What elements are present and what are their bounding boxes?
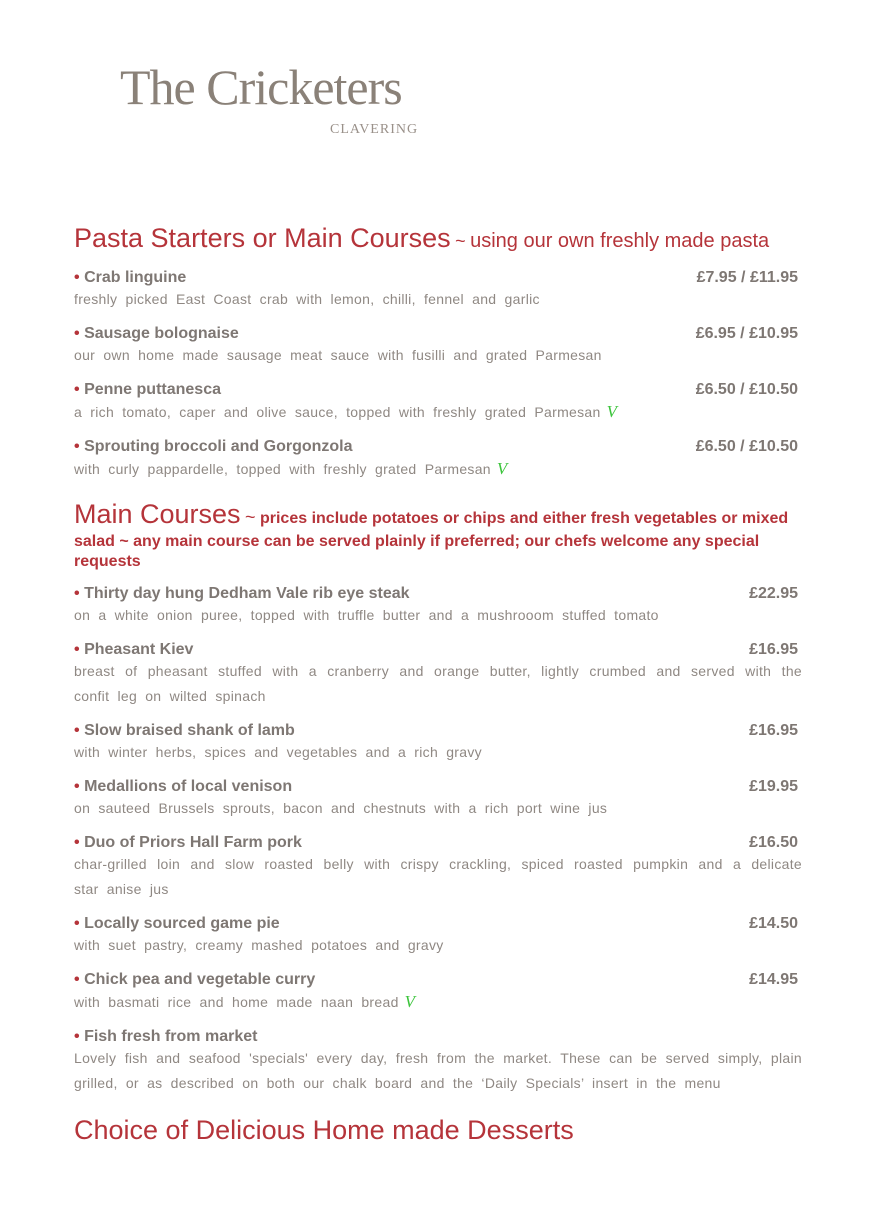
menu-item <box>74 641 802 709</box>
menu-item <box>74 585 802 628</box>
item-price: £16.50 <box>749 833 798 851</box>
item-name: Crab linguine <box>84 268 187 286</box>
item-price: £7.95 / £11.95 <box>696 268 798 286</box>
item-name: Penne puttanesca <box>84 380 221 398</box>
item-name: Medallions of local venison <box>84 777 293 795</box>
mains-heading-title: Main Courses <box>74 498 241 529</box>
pasta-heading-subtitle: using our own freshly made pasta <box>470 230 770 252</box>
item-price: £14.50 <box>749 914 798 932</box>
item-name: Thirty day hung Dedham Vale rib eye steak <box>84 584 410 602</box>
bullet-icon: • <box>74 721 80 739</box>
bullet-icon: • <box>74 437 80 455</box>
pasta-section-heading <box>74 222 802 256</box>
menu-item <box>74 381 802 425</box>
item-description: on sauteed Brussels sprouts, bacon and chestnuts with a rich port wine jus <box>74 799 608 816</box>
item-description: with winter herbs, spices and vegetables and a rich gravy <box>74 743 482 760</box>
item-price: £19.95 <box>749 777 798 795</box>
logo <box>120 59 419 137</box>
item-description: with basmati rice and home made naan bread <box>74 993 399 1010</box>
bullet-icon: • <box>74 584 80 602</box>
mains-heading-tilde: ~ <box>245 506 256 527</box>
item-name: Fish fresh from market <box>84 1027 258 1045</box>
item-price: £16.95 <box>749 640 798 658</box>
item-price: £6.95 / £10.95 <box>695 324 798 342</box>
bullet-icon: • <box>74 833 80 851</box>
logo-subtitle: CLAVERING <box>330 122 419 137</box>
item-name: Duo of Priors Hall Farm pork <box>84 833 302 851</box>
item-description: on a white onion puree, topped with truffle butter and a mushrooom stuffed tomato <box>74 606 659 623</box>
logo-title: The Cricketers <box>120 59 402 115</box>
pasta-heading-title: Pasta Starters or Main Courses <box>74 223 451 253</box>
menu-item <box>74 438 802 482</box>
bullet-icon: • <box>74 1027 80 1045</box>
menu-item <box>74 325 802 368</box>
menu-item <box>74 778 802 821</box>
desserts-section-heading <box>74 1114 802 1148</box>
desserts-heading-title: Choice of Delicious Home made Desserts <box>74 1114 574 1145</box>
item-price: £16.95 <box>749 721 798 739</box>
mains-heading-note: prices include potatoes or chips and either fresh vegetables or mixed salad ~ any main course can be served plainly if preferred; our chefs welcome any special requests <box>74 509 789 570</box>
item-price: £6.50 / £10.50 <box>695 437 798 455</box>
item-description: our own home made sausage meat sauce with fusilli and grated Parmesan <box>74 346 602 363</box>
item-price: £22.95 <box>749 584 798 602</box>
item-name: Chick pea and vegetable curry <box>84 970 316 988</box>
item-name: Pheasant Kiev <box>84 640 194 658</box>
item-price: £6.50 / £10.50 <box>695 380 798 398</box>
bullet-icon: • <box>74 268 80 286</box>
bullet-icon: • <box>74 914 80 932</box>
bullet-icon: • <box>74 324 80 342</box>
item-description: with suet pastry, creamy mashed potatoes and gravy <box>74 936 444 953</box>
vegetarian-icon: V <box>404 991 416 1011</box>
item-price: £14.95 <box>749 970 798 988</box>
item-description: freshly picked East Coast crab with lemon, chilli, fennel and garlic <box>74 290 540 307</box>
item-name: Locally sourced game pie <box>84 914 280 932</box>
menu-item <box>74 834 802 902</box>
item-description: breast of pheasant stuffed with a cranberry and orange butter, lightly crumbed and served with the confit leg on wilted spinach <box>74 662 802 704</box>
menu-item <box>74 915 802 958</box>
vegetarian-icon: V <box>606 401 618 421</box>
pasta-heading-tilde: ~ <box>455 231 466 251</box>
menu-item <box>74 722 802 765</box>
item-name: Sprouting broccoli and Gorgonzola <box>84 437 353 455</box>
menu-item <box>74 971 802 1015</box>
bullet-icon: • <box>74 777 80 795</box>
bullet-icon: • <box>74 380 80 398</box>
vegetarian-icon: V <box>496 458 508 478</box>
item-description: char-grilled loin and slow roasted belly with crispy crackling, spiced roasted pumpkin and a delicate star anise jus <box>74 855 802 897</box>
item-name: Slow braised shank of lamb <box>84 721 295 739</box>
menu-item <box>74 269 802 312</box>
mains-section-heading <box>74 498 802 572</box>
item-name: Sausage bolognaise <box>84 324 239 342</box>
item-description: Lovely fish and seafood 'specials' every day, fresh from the market. These can be served simply, plain grilled, or as described on both our chalk board and the ‘Daily Specials’ insert in the menu <box>74 1049 802 1091</box>
item-description: with curly pappardelle, topped with freshly grated Parmesan <box>74 460 491 477</box>
bullet-icon: • <box>74 640 80 658</box>
bullet-icon: • <box>74 970 80 988</box>
item-description: a rich tomato, caper and olive sauce, topped with freshly grated Parmesan <box>74 403 601 420</box>
menu-item <box>74 1028 802 1096</box>
menu-content <box>74 222 802 1147</box>
